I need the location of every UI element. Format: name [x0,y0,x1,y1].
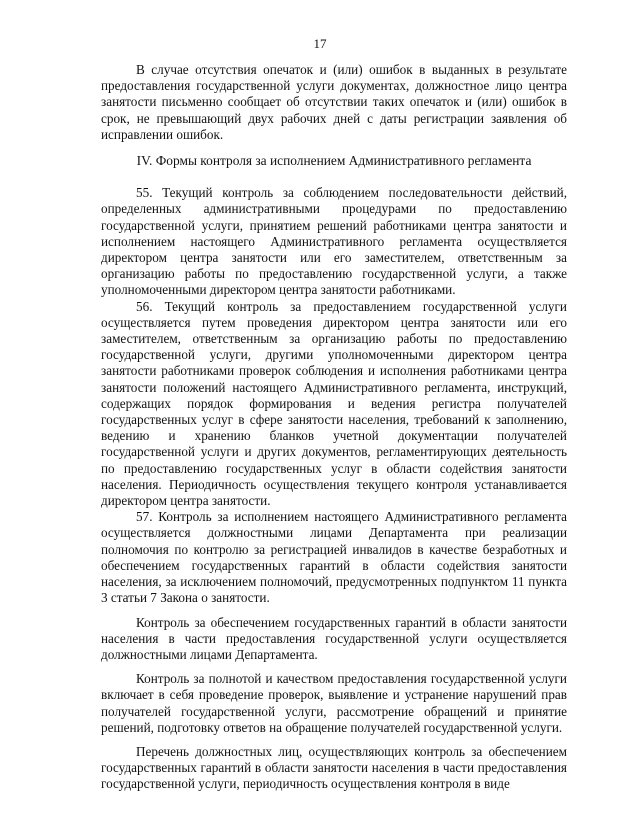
paragraph-56: 56. Текущий контроль за предоставлением государственной услуги осуществляется путем проведения директором центра занятости или его заместителем, ответственным за организацию работы по предоставлению государственной услуги, другими уполномоченными директором центра занятости работниками проверок соблюдения и исполнения работниками центра занятости положений настоящего Административного регламента, инструкций, содержащих порядок формирования и ведения регистра получателей государственных услуг в сфере занятости населения, требований к заполнению, ведению и хранению бланков учетной документации получателей государственной услуги и других документов, регламентирующих деятельность по предоставлению государственных услуг в области содействия занятости населения. Периодичность осуществления текущего контроля устанавливается директором центра занятости. [101,298,567,509]
paragraph-control-guarantees: Контроль за обеспечением государственных гарантий в области занятости населения в части предоставления государственной услуги осуществляется должностными лицами Департамента. [101,614,567,662]
section-heading: IV. Формы контроля за исполнением Административного регламента [136,153,532,169]
document-body [101,62,567,793]
intro-paragraph: В случае отсутствия опечаток и (или) ошибок в выданных в результате предоставления государственной услуги документах, должностное лицо центра занятости письменно сообщает об отсутствии таких опечаток и (или) ошибок в срок, не превышающий двух рабочих дней с даты регистрации заявления об исправлении ошибок. [101,62,567,142]
paragraph-55: 55. Текущий контроль за соблюдением последовательности действий, определенных административными процедурами по предоставлению государственной услуги, принятием решений работниками центра занятости и исполнением настоящего Административного регламента осуществляется директором центра занятости или его заместителем, ответственным за организацию работы по предоставлению государственной услуги, а также уполномоченными директором центра занятости работниками. [101,185,567,298]
paragraph-57: 57. Контроль за исполнением настоящего Административного регламента осуществляется должностными лицами Департамента при реализации полномочия по контролю за регистрацией инвалидов в качестве безработных и обеспечением государственных гарантий в области содействия занятости населения, за исключением полномочий, предусмотренных подпунктом 11 пункта 3 статьи 7 Закона о занятости. [101,509,567,606]
paragraph-control-quality: Контроль за полнотой и качеством предоставления государственной услуги включает в себя проведение проверок, выявление и устранение нарушений прав получателей государственной услуги, рассмотрение обращений и принятие решений, подготовку ответов на обращение получателей государственной услуги. [101,671,567,735]
page-number: 17 [313,36,327,51]
paragraph-officials-list: Перечень должностных лиц, осуществляющих контроль за обеспечением государственных гарантий в области занятости населения в части предоставления государственной услуги, периодичность осуществления контроля в виде [101,743,567,792]
